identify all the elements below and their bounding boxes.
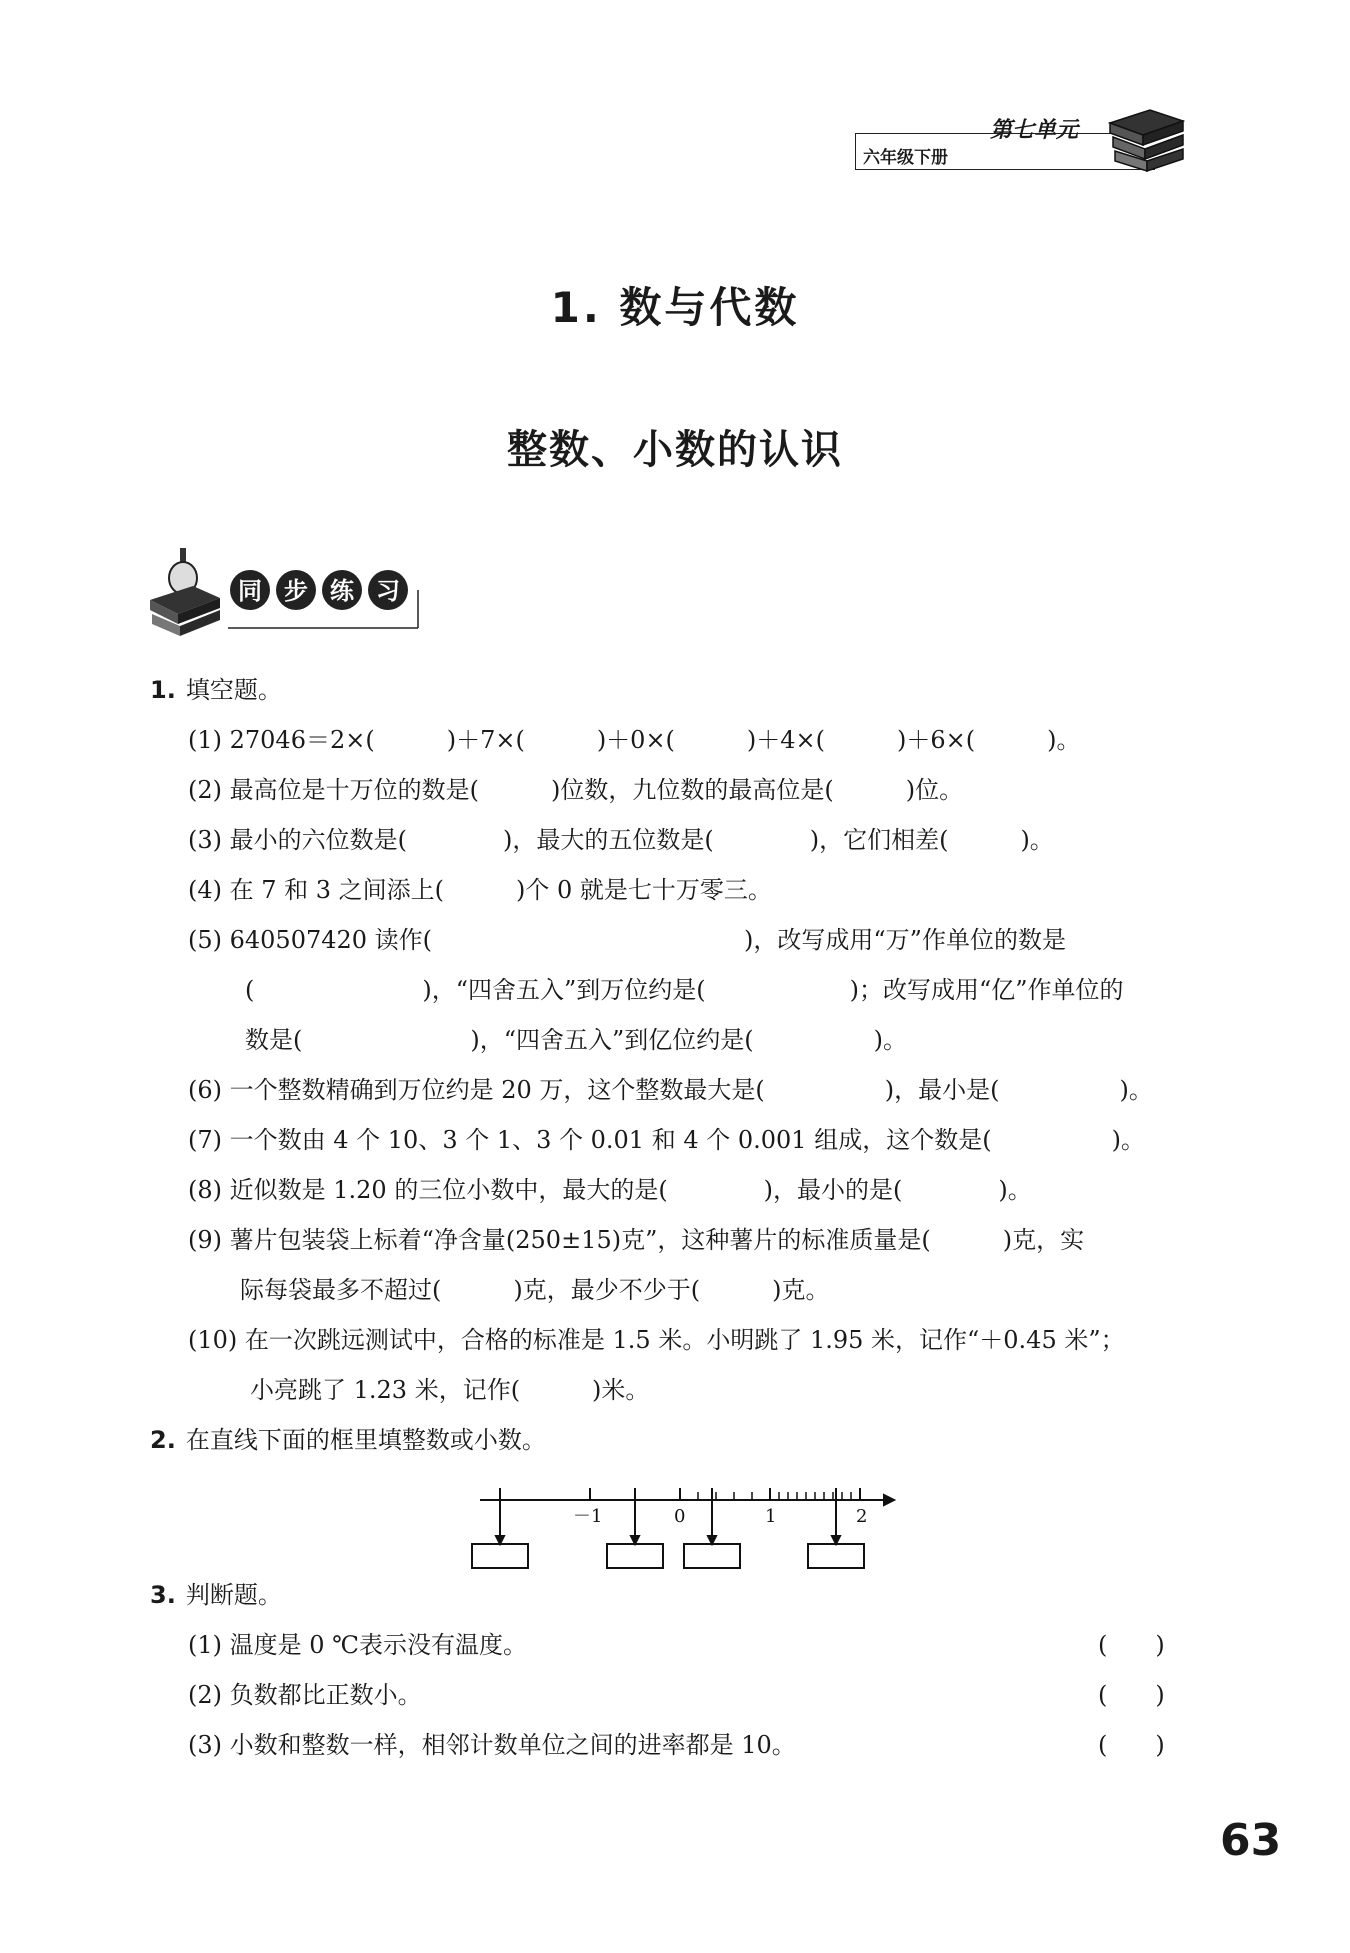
q1-item-6: (6) 一个整数精确到万位约是 20 万，这个整数最大是( )，最小是( )。 <box>188 1076 1153 1104</box>
badge-char: 练 <box>330 577 354 605</box>
q3-item-3: (3) 小数和整数一样，相邻计数单位之间的进率都是 10。 <box>188 1731 796 1759</box>
question-1-heading <box>150 675 282 705</box>
q3-item-2: (2) 负数都比正数小。 <box>188 1681 422 1709</box>
answer-paren[interactable]: ( ) <box>1098 1731 1165 1759</box>
tick-label: 0 <box>674 1506 686 1527</box>
question-title: 判断题。 <box>185 1581 282 1609</box>
badge-char: 习 <box>376 577 400 605</box>
section-title: 整数、小数的认识 <box>507 427 843 473</box>
badge-char: 同 <box>238 577 262 605</box>
answer-box[interactable] <box>472 1544 528 1568</box>
q3-item-1: (1) 温度是 0 ℃表示没有温度。 <box>188 1631 527 1659</box>
q1-item-3: (3) 最小的六位数是( )，最大的五位数是( )，它们相差( )。 <box>188 826 1054 854</box>
books-lamp-icon <box>150 548 220 636</box>
page-title: 1. 数与代数 <box>550 283 800 332</box>
q1-item-9: (9) 薯片包装袋上标着“净含量(250±15)克”，这种薯片的标准质量是( )克，实 <box>188 1226 1085 1254</box>
tick-label: 2 <box>856 1506 868 1527</box>
tick-label: 1 <box>765 1506 777 1527</box>
q1-item-2: (2) 最高位是十万位的数是( )位数，九位数的最高位是( )位。 <box>188 776 964 804</box>
q1-item-7: (7) 一个数由 4 个 10、3 个 1、3 个 0.01 和 4 个 0.001 组成，这个数是( )。 <box>188 1126 1145 1154</box>
answer-paren[interactable]: ( ) <box>1098 1631 1165 1659</box>
header-rule <box>855 133 856 169</box>
q1-item-5-cont: 数是( )，“四舍五入”到亿位约是( )。 <box>245 1026 907 1054</box>
answer-box[interactable] <box>808 1544 864 1568</box>
q1-item-5-cont: ( )，“四舍五入”到万位约是( )；改写成用“亿”作单位的 <box>245 976 1124 1004</box>
badge-char: 步 <box>284 577 308 605</box>
q1-item-5: (5) 640507420 读作( )，改写成用“万”作单位的数是 <box>188 926 1066 954</box>
tick-label: －1 <box>573 1506 603 1527</box>
answer-paren[interactable]: ( ) <box>1098 1681 1165 1709</box>
number-line <box>460 1470 900 1570</box>
q1-item-9-cont: 际每袋最多不超过( )克，最少不少于( )克。 <box>240 1276 830 1304</box>
q1-item-10-cont: 小亮跳了 1.23 米，记作( )米。 <box>250 1376 650 1404</box>
question-2-heading <box>150 1425 546 1455</box>
question-number: 1. <box>150 676 176 704</box>
q1-item-1: (1) 27046＝2×( )＋7×( )＋0×( )＋4×( )＋6×( )。 <box>188 726 1081 754</box>
unit-header <box>855 105 1185 175</box>
question-title: 在直线下面的框里填整数或小数。 <box>185 1426 546 1454</box>
unit-label: 第七单元 <box>990 118 1079 143</box>
grade-label: 六年级下册 <box>863 148 948 168</box>
question-number: 3. <box>150 1581 176 1609</box>
answer-box[interactable] <box>607 1544 663 1568</box>
books-icon <box>1105 105 1185 175</box>
axis-arrow <box>884 1495 894 1505</box>
number-line-figure <box>460 1470 900 1574</box>
question-title: 填空题。 <box>185 676 282 704</box>
practice-badge <box>148 548 428 642</box>
q1-item-8: (8) 近似数是 1.20 的三位小数中，最大的是( )，最小的是( )。 <box>188 1176 1032 1204</box>
question-3-heading <box>150 1580 282 1610</box>
answer-box[interactable] <box>684 1544 740 1568</box>
question-number: 2. <box>150 1426 176 1454</box>
page-number: 63 <box>1220 1815 1282 1866</box>
q1-item-10: (10) 在一次跳远测试中，合格的标准是 1.5 米。小明跳了 1.95 米，记作“＋0.45 米”； <box>188 1326 1125 1354</box>
q1-item-4: (4) 在 7 和 3 之间添上( )个 0 就是七十万零三。 <box>188 876 772 904</box>
